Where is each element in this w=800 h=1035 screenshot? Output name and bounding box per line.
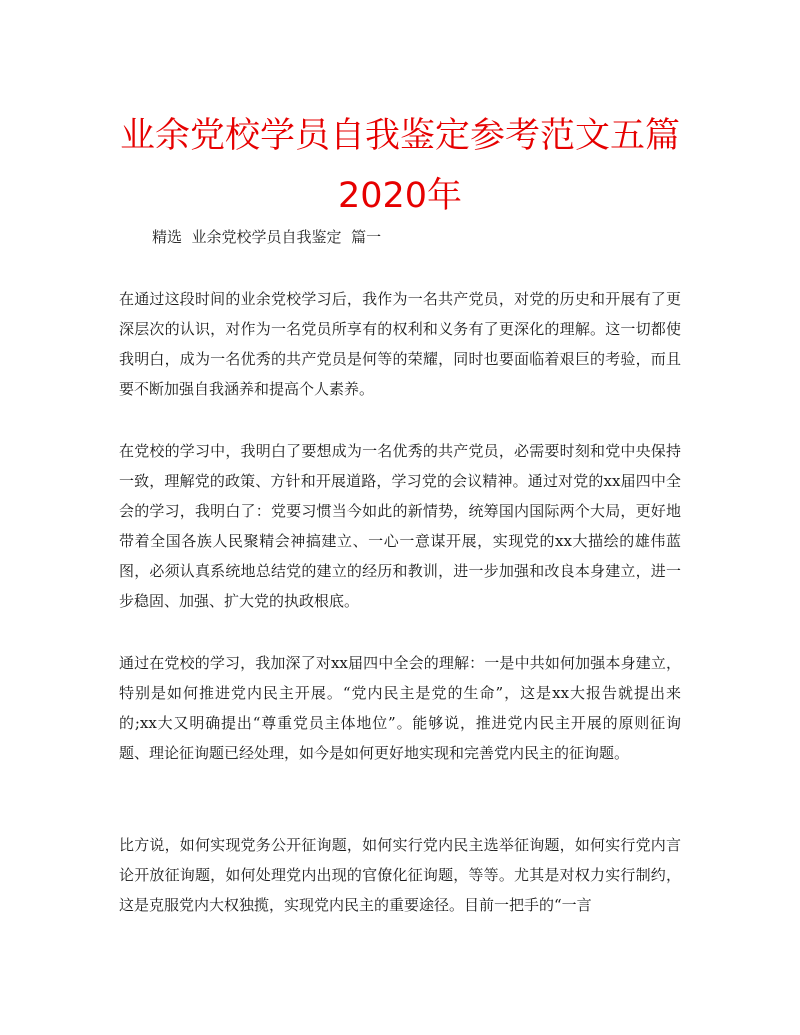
section-subtitle: 精选 业余党校学员自我鉴定 篇一 [152, 228, 382, 246]
body-paragraph-3: 通过在党校的学习，我加深了对xx届四中全会的理解：一是中共如何加强本身建立，特别是如何推进党内民主开展。“党内民主是党的生命”，这是xx大报告就提出来的;xx大又明确提出“尊重党员主体地位”。能够说，推进党内民主开展的原则征询题、理论征询题已经处理，如今是如何更好地实现和完善党内民主的征询题。 [119, 654, 681, 762]
body-paragraph-2: 在党校的学习中，我明白了要想成为一名优秀的共产党员，必需要时刻和党中央保持一致，理解党的政策、方针和开展道路，学习党的会议精神。通过对党的xx届四中全会的学习，我明白了：党要习惯当今如此的新情势，统筹国内国际两个大局，更好地带着全国各族人民聚精会神搞建立、一心一意谋开展，实现党的xx大描绘的雄伟蓝图，必须认真系统地总结党的建立的经历和教训，进一步加强和改良本身建立，进一步稳固、加强、扩大党的执政根底。 [119, 442, 681, 610]
body-paragraph-4: 比方说，如何实现党务公开征询题，如何实行党内民主选举征询题，如何实行党内言论开放征询题，如何处理党内出现的官僚化征询题，等等。尤其是对权力实行制约，这是克服党内大权独揽，实现党内民主的重要途径。目前一把手的“一言 [119, 836, 681, 914]
document-title: 业余党校学员自我鉴定参考范文五篇2020年 [119, 116, 680, 216]
body-paragraph-1: 在通过这段时间的业余党校学习后，我作为一名共产党员，对党的历史和开展有了更深层次的认识，对作为一名党员所享有的权利和义务有了更深化的理解。这一切都使我明白，成为一名优秀的共产党员是何等的荣耀，同时也要面临着艰巨的考验，而且要不断加强自我涵养和提高个人素养。 [119, 290, 681, 398]
